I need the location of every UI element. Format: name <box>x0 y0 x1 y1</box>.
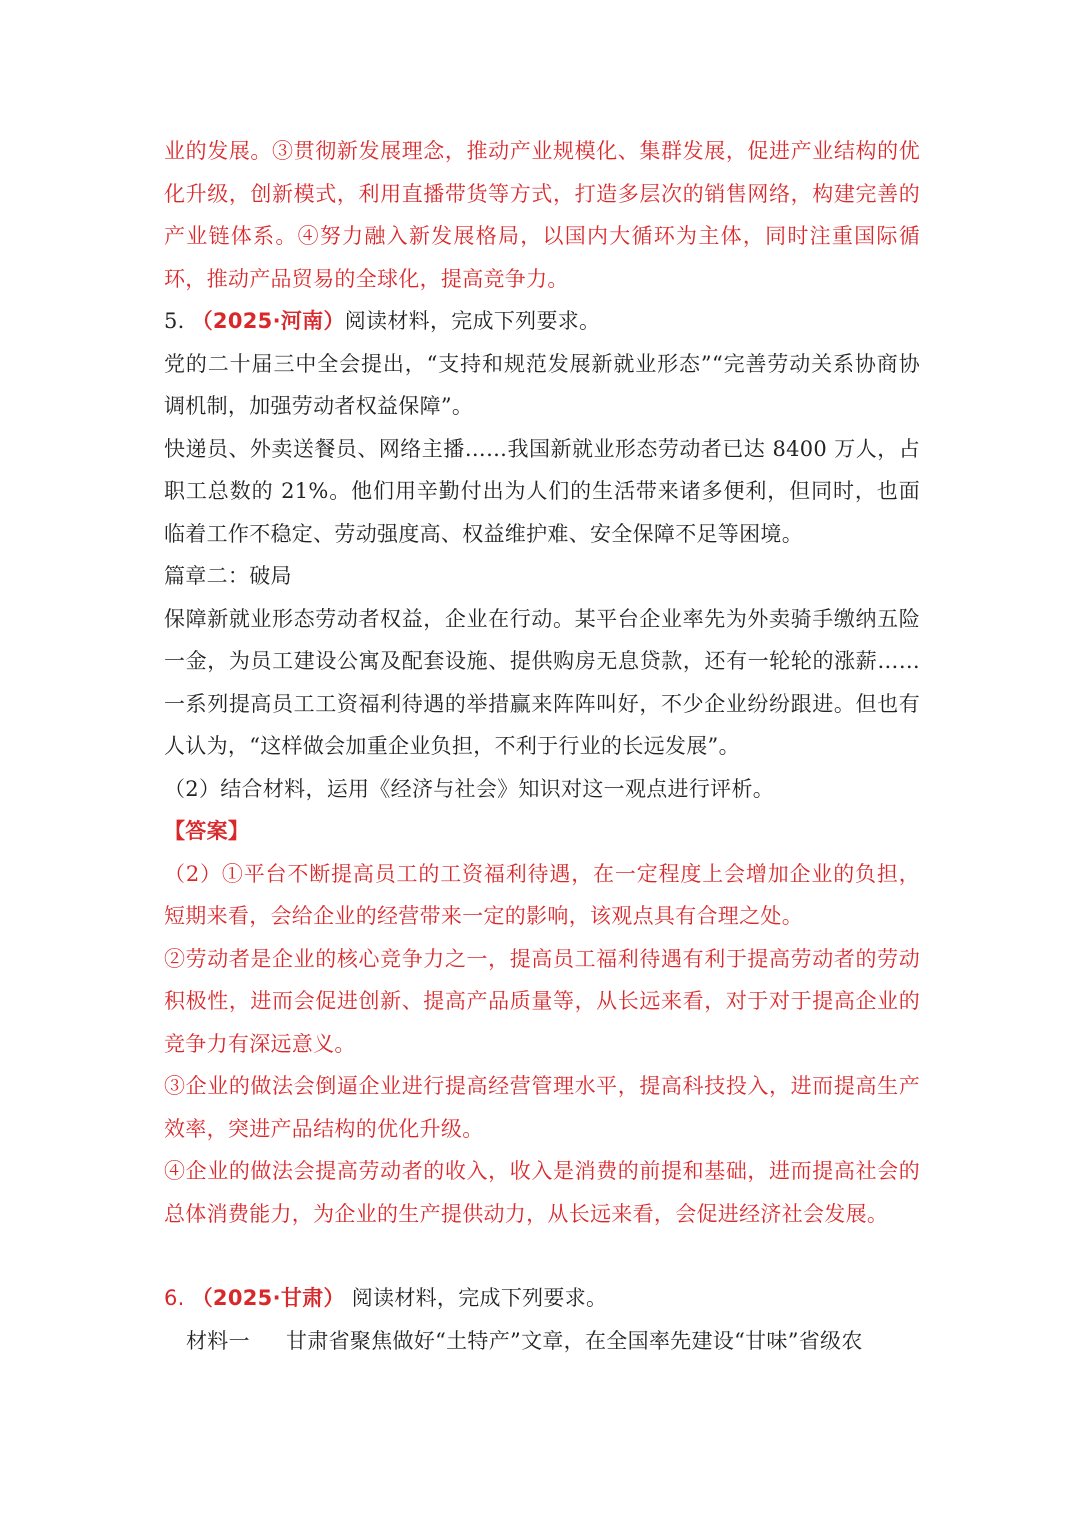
material-paragraph: 党的二十届三中全会提出，“支持和规范发展新就业形态”“完善劳动关系协商协调机制，加强劳动者权益保障”。 <box>164 351 920 418</box>
answer-point: ④企业的做法会提高劳动者的收入，收入是消费的前提和基础，进而提高社会的总体消费能力，为企业的生产提供动力，从长远来看，会促进经济社会发展。 <box>164 1159 920 1226</box>
paragraph-gap <box>164 1235 920 1277</box>
document-body <box>164 130 920 1362</box>
answer-label: 【答案】 <box>164 819 250 843</box>
material-paragraph <box>164 1320 920 1363</box>
material-paragraph: 快递员、外卖送餐员、网络主播……我国新就业形态劳动者已达 8400 万人，占职工总数的 21%。他们用辛勤付出为人们的生活带来诸多便利，但同时，也面临着工作不稳定、劳动强度高、权益维护难、安全保障不足等困境。 <box>164 436 920 546</box>
material-label: 材料一 <box>186 1328 250 1353</box>
material-paragraph: 保障新就业形态劳动者权益，企业在行动。某平台企业率先为外卖骑手缴纳五险一金，为员工建设公寓及配套设施、提供购房无息贷款，还有一轮轮的涨薪……一系列提高员工工资福利待遇的举措赢来阵阵叫好，不少企业纷纷跟进。但也有人认为，“这样做会加重企业负担，不利于行业的长远发展”。 <box>164 606 920 758</box>
question-number: 6. <box>164 1286 192 1310</box>
answer-point: （2）①平台不断提高员工的工资福利待遇，在一定程度上会增加企业的负担，短期来看，会给企业的经营带来一定的影响，该观点具有合理之处。 <box>164 861 920 928</box>
sub-question: （2）结合材料，运用《经济与社会》知识对这一观点进行评析。 <box>164 776 775 801</box>
section-heading: 篇章二：破局 <box>164 564 292 588</box>
material-text: 甘肃省聚焦做好“土特产”文章，在全国率先建设“甘味”省级农 <box>286 1328 863 1353</box>
question-source-tag: （2025·河南） <box>191 309 345 333</box>
question-source-tag: （2025·甘肃） <box>191 1286 345 1310</box>
answer-point: ②劳动者是企业的核心竞争力之一，提高员工福利待遇有利于提高劳动者的劳动积极性，进而会促进创新、提高产品质量等，从长远来看，对于对于提高企业的竞争力有深远意义。 <box>164 946 920 1056</box>
question-number: 5. <box>164 309 192 333</box>
question-5-header <box>164 300 920 343</box>
answer-point: ③企业的做法会倒逼企业进行提高经营管理水平，提高科技投入，进而提高生产效率，突进产品结构的优化升级。 <box>164 1074 920 1141</box>
question-prompt: 阅读材料，完成下列要求。 <box>351 1286 608 1310</box>
question-6-header <box>164 1277 920 1320</box>
answer-continuation: 业的发展。③贯彻新发展理念，推动产业规模化、集群发展，促进产业结构的优化升级，创新模式，利用直播带货等方式，打造多层次的销售网络，构建完善的产业链体系。④努力融入新发展格局，以国内大循环为主体，同时注重国际循环，推动产品贸易的全球化，提高竞争力。 <box>164 139 920 291</box>
question-prompt: 阅读材料，完成下列要求。 <box>344 309 601 333</box>
